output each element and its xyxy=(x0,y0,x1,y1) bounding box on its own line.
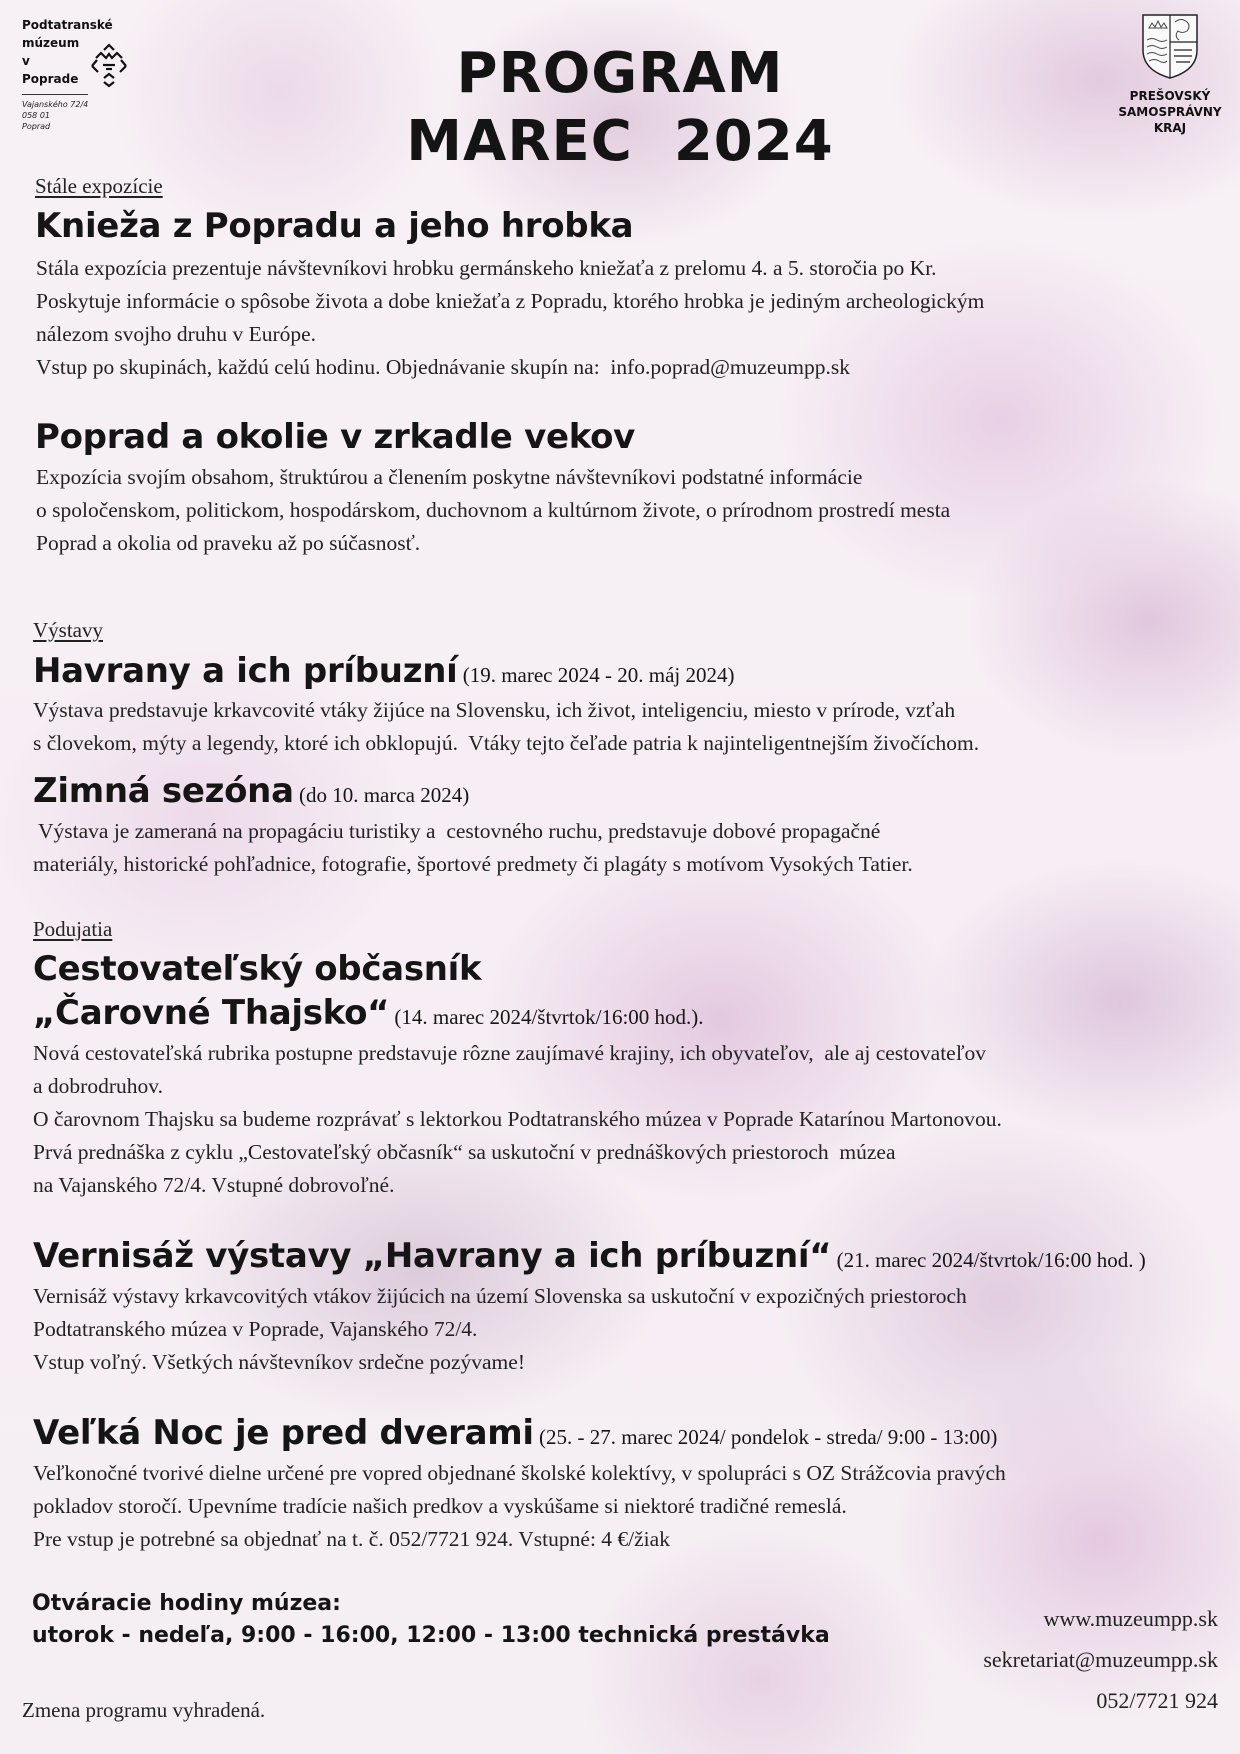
website-link[interactable]: www.muzeumpp.sk xyxy=(1043,1606,1218,1631)
text-line: nálezom svojho druhu v Európe. xyxy=(36,322,317,346)
title-line-month: MAREC 2024 xyxy=(406,109,834,174)
museum-name-line: Poprade xyxy=(22,72,79,86)
region-name xyxy=(1100,88,1240,136)
event-name: Vernisáž výstavy „Havrany a ich príbuzní“ xyxy=(33,1236,832,1276)
event-name: Veľká Noc je pred dverami xyxy=(33,1413,534,1453)
text-line: Pre vstup je potrebné sa objednať na t. č. 052/7721 924. Vstupné: 4 €/žiak xyxy=(33,1527,670,1551)
text-line: materiály, historické pohľadnice, fotografie, športové predmety či plagáty s motívom Vysokých Tatier. xyxy=(33,852,913,876)
museum-name-line: v xyxy=(22,54,30,68)
region-name-line: SAMOSPRÁVNY xyxy=(1118,105,1222,119)
text-line: O čarovnom Thajsku sa budeme rozprávať s lektorkou Podtatranského múzea v Poprade Katarínou Martonovou. xyxy=(33,1107,1002,1131)
page-title xyxy=(380,40,860,176)
program-change-note: Zmena programu vyhradená. xyxy=(22,1698,266,1722)
exhibit-description-poprad-ages xyxy=(36,461,950,560)
section-label-exhibitions: Výstavy xyxy=(33,618,103,642)
event-date: (25. - 27. marec 2024/ pondelok - streda/ 9:00 - 13:00) xyxy=(533,1425,998,1449)
logo-divider xyxy=(22,94,88,95)
text-line: Poprad a okolia od praveku až po súčasnosť. xyxy=(36,531,421,555)
address-line: 058 01 xyxy=(22,111,50,120)
opening-hours xyxy=(32,1588,830,1652)
address-line: Vajanského 72/4 xyxy=(22,100,89,109)
region-logo xyxy=(1100,12,1240,136)
exhibit-title-poprad-ages: Poprad a okolie v zrkadle vekov xyxy=(35,417,636,457)
opening-hours-text: utorok - nedeľa, 9:00 - 16:00, 12:00 - 13:00 technická prestávka xyxy=(32,1623,830,1648)
text-line: Nová cestovateľská rubrika postupne predstavuje rôzne zaujímavé krajiny, ich obyvateľov, ale aj cestovateľov xyxy=(33,1041,986,1065)
text-line: Expozícia svojím obsahom, štruktúrou a členením poskytne návštevníkovi podstatné informácie xyxy=(36,465,863,489)
event-date: (14. marec 2024/štvrtok/16:00 hod.). xyxy=(389,1005,704,1029)
contact-block xyxy=(983,1598,1218,1721)
text-line: s človekom, mýty a legendy, ktoré ich obklopujú. Vtáky tejto čeľade patria k najinteligentnejším živočíchom. xyxy=(33,731,980,755)
event-title-travel-line2 xyxy=(33,993,704,1037)
exhibition-title-ravens xyxy=(33,651,734,695)
phone-number: 052/7721 924 xyxy=(1096,1688,1218,1713)
exhibition-date: (do 10. marca 2024) xyxy=(293,783,470,807)
text-line: Výstava predstavuje krkavcovité vtáky žijúce na Slovensku, ich život, inteligenciu, miesto v prírode, vzťah xyxy=(33,698,956,722)
text-line: Vstup voľný. Všetkých návštevníkov srdečne pozývame! xyxy=(33,1350,525,1374)
museum-logo xyxy=(22,16,142,132)
text-line: a dobrodruhov. xyxy=(33,1074,163,1098)
opening-hours-title: Otváracie hodiny múzea: xyxy=(32,1591,341,1616)
region-name-line: PREŠOVSKÝ xyxy=(1129,89,1211,103)
section-label-permanent: Stále expozície xyxy=(35,174,163,198)
museum-name-line: múzeum xyxy=(22,36,80,50)
event-description-travel xyxy=(33,1037,1002,1202)
exhibit-title-prince-tomb: Knieža z Popradu a jeho hrobka xyxy=(35,206,634,246)
event-name: „Čarovné Thajsko“ xyxy=(33,993,390,1033)
section-label-events: Podujatia xyxy=(33,917,113,941)
text-line: Vstup po skupinách, každú celú hodinu. Objednávanie skupín na: info.poprad@muzeumpp.sk xyxy=(36,355,850,379)
coat-of-arms-icon xyxy=(1140,12,1200,80)
exhibition-description-ravens xyxy=(33,694,979,760)
text-line: Stála expozícia prezentuje návštevníkovi hrobku germánskeho kniežaťa z prelomu 4. a 5. storočia po Kr. xyxy=(36,256,937,280)
text-line: Podtatranského múzea v Poprade, Vajanského 72/4. xyxy=(33,1317,478,1341)
text-line: Veľkonočné tvorivé dielne určené pre vopred objednané školské kolektívy, v spolupráci s OZ Strážcovia pravých xyxy=(33,1461,1006,1485)
text-line: Poskytuje informácie o spôsobe života a dobe kniežaťa z Popradu, ktorého hrobka je jediným archeologickým xyxy=(36,289,985,313)
event-title-easter xyxy=(33,1413,997,1457)
address-line: Poprad xyxy=(22,122,51,131)
region-name-line: KRAJ xyxy=(1153,121,1187,135)
exhibition-name: Havrany a ich príbuzní xyxy=(33,651,458,691)
tatra-mountains-mark-icon xyxy=(86,40,132,88)
event-title-vernissage xyxy=(33,1236,1146,1280)
museum-address xyxy=(22,99,142,132)
exhibit-description-prince-tomb xyxy=(36,252,984,384)
event-description-easter xyxy=(33,1457,1006,1556)
text-line: Vernisáž výstavy krkavcovitých vtákov žijúcich na území Slovenska sa uskutoční v expozičných priestoroch xyxy=(33,1284,967,1308)
text-line: Výstava je zameraná na propagáciu turistiky a cestovného ruchu, predstavuje dobové propagačné xyxy=(33,819,881,843)
email-link[interactable]: sekretariat@muzeumpp.sk xyxy=(983,1647,1218,1672)
event-date: (21. marec 2024/štvrtok/16:00 hod. ) xyxy=(831,1248,1146,1272)
exhibition-date: (19. marec 2024 - 20. máj 2024) xyxy=(457,663,735,687)
text-line: Prvá prednáška z cyklu „Cestovateľský občasník“ sa uskutoční v prednáškových priestoroch múzea xyxy=(33,1140,896,1164)
text-line: na Vajanského 72/4. Vstupné dobrovoľné. xyxy=(33,1173,395,1197)
event-description-vernissage xyxy=(33,1280,967,1379)
exhibition-description-winter-season xyxy=(33,815,913,881)
museum-name-line: Podtatranské xyxy=(22,18,113,32)
title-line-program: PROGRAM xyxy=(456,41,784,106)
text-line: pokladov storočí. Upevníme tradície našich predkov a vyskúšame si niektoré tradičné remeslá. xyxy=(33,1494,847,1518)
event-title-travel-line1: Cestovateľský občasník xyxy=(33,949,482,989)
text-line: o spoločenskom, politickom, hospodárskom, duchovnom a kultúrnom živote, o prírodnom prostredí mesta xyxy=(36,498,951,522)
exhibition-name: Zimná sezóna xyxy=(33,771,294,811)
exhibition-title-winter-season xyxy=(33,771,469,815)
